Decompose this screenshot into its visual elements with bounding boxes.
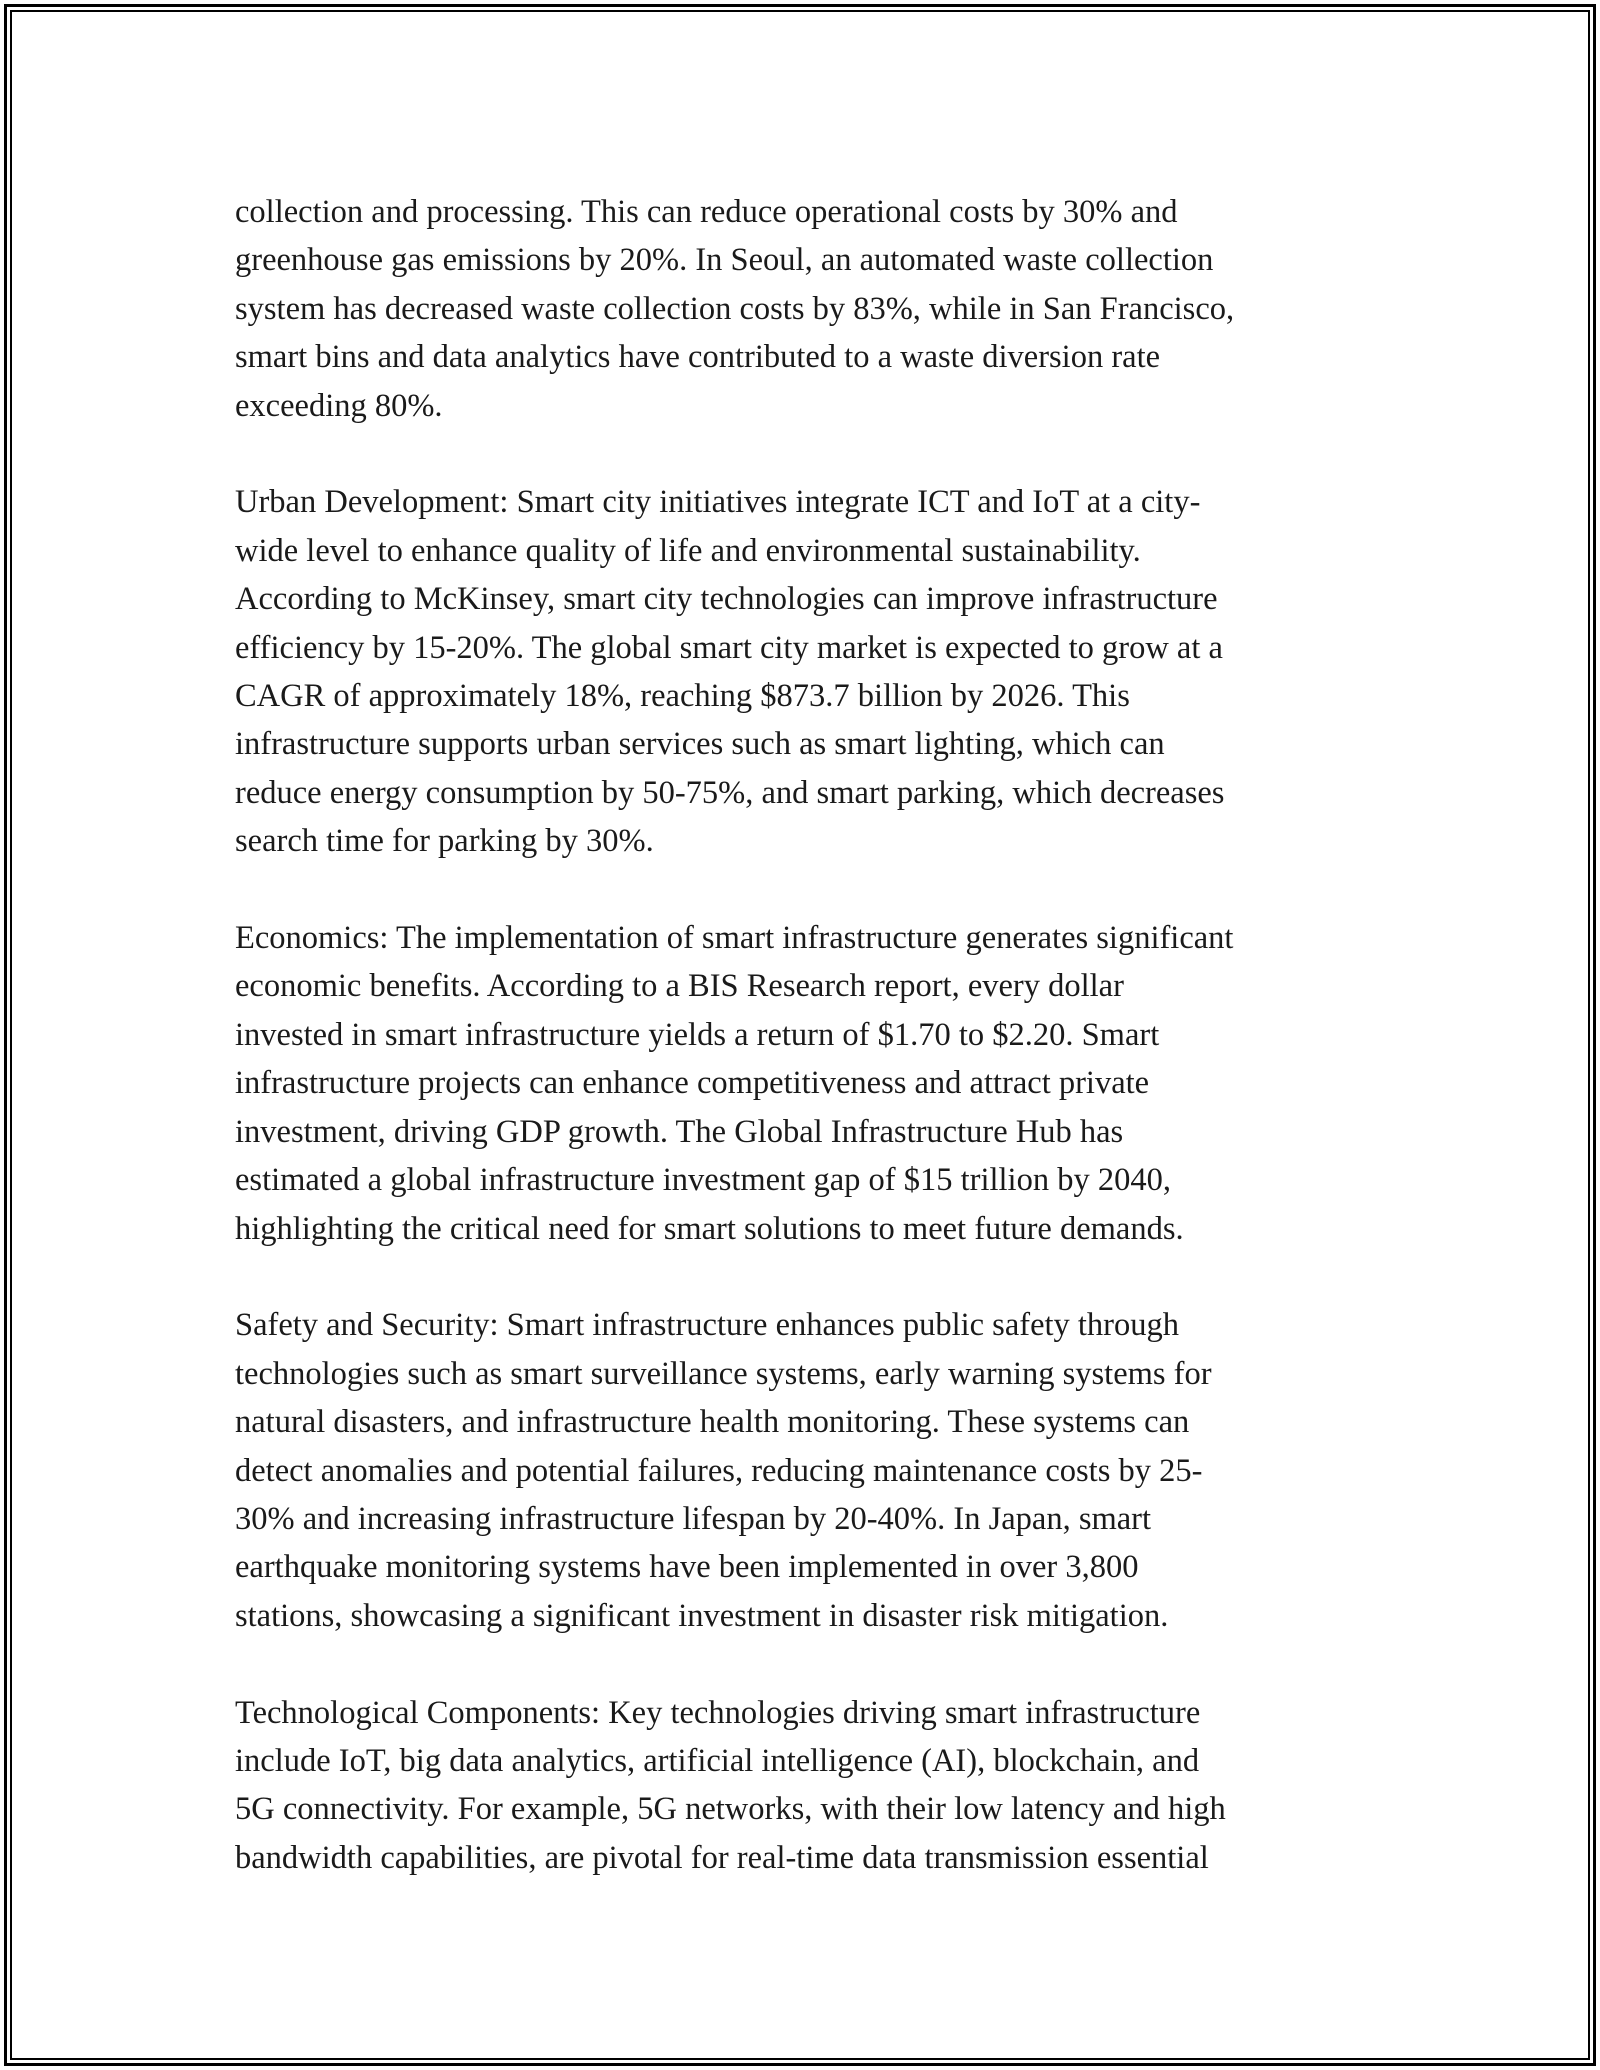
text-line: system has decreased waste collection costs by 83%, while in San Francisco,	[235, 290, 1235, 327]
text-line: collection and processing. This can reduce operational costs by 30% and	[235, 194, 1178, 230]
text-line: greenhouse gas emissions by 20%. In Seoul, an automated waste collection	[235, 242, 1214, 279]
text-line: Economics: The implementation of smart infrastructure generates significant	[235, 920, 1234, 957]
text-line: economic benefits. According to a BIS Research report, every dollar	[235, 968, 1124, 1005]
text-line: 5G connectivity. For example, 5G networks, with their low latency and high	[235, 1791, 1226, 1828]
paragraph-urban-development	[235, 478, 1375, 865]
paragraph-technological-components	[235, 1689, 1375, 1883]
text-line: bandwidth capabilities, are pivotal for real-time data transmission essential	[235, 1839, 1209, 1876]
text-line: smart bins and data analytics have contributed to a waste diversion rate	[235, 339, 1161, 376]
text-line: 30% and increasing infrastructure lifespan by 20-40%. In Japan, smart	[235, 1500, 1152, 1537]
paragraph-safety-security	[235, 1301, 1375, 1640]
text-line: earthquake monitoring systems have been implemented in over 3,800	[235, 1549, 1139, 1586]
text-line: Safety and Security: Smart infrastructure enhances public safety through	[235, 1307, 1180, 1344]
paragraph-waste-management	[235, 188, 1375, 430]
text-line: infrastructure supports urban services such as smart lighting, which can	[235, 726, 1165, 763]
text-line: include IoT, big data analytics, artificial intelligence (AI), blockchain, and	[235, 1742, 1200, 1779]
text-line: According to McKinsey, smart city technologies can improve infrastructure	[235, 581, 1218, 618]
text-line: technologies such as smart surveillance systems, early warning systems for	[235, 1355, 1212, 1392]
text-line: detect anomalies and potential failures, reducing maintenance costs by 25-	[235, 1452, 1203, 1489]
text-line: Technological Components: Key technologies driving smart infrastructure	[235, 1694, 1201, 1731]
text-line: CAGR of approximately 18%, reaching $873.7 billion by 2026. This	[235, 678, 1130, 715]
text-line: search time for parking by 30%.	[235, 823, 654, 860]
paragraph-economics	[235, 914, 1375, 1253]
document-body	[235, 188, 1375, 1931]
text-line: investment, driving GDP growth. The Global Infrastructure Hub has	[235, 1113, 1124, 1150]
text-line: estimated a global infrastructure investment gap of $15 trillion by 2040,	[235, 1162, 1171, 1199]
text-line: natural disasters, and infrastructure health monitoring. These systems can	[235, 1404, 1190, 1441]
text-line: invested in smart infrastructure yields a return of $1.70 to $2.20. Smart	[235, 1016, 1160, 1053]
text-line: infrastructure projects can enhance competitiveness and attract private	[235, 1065, 1150, 1102]
text-line: Urban Development: Smart city initiatives integrate ICT and IoT at a city-	[235, 484, 1201, 521]
text-line: highlighting the critical need for smart solutions to meet future demands.	[235, 1210, 1184, 1247]
text-line: reduce energy consumption by 50-75%, and smart parking, which decreases	[235, 774, 1225, 811]
text-line: stations, showcasing a significant investment in disaster risk mitigation.	[235, 1597, 1169, 1634]
text-line: wide level to enhance quality of life and environmental sustainability.	[235, 532, 1141, 569]
text-line: exceeding 80%.	[235, 387, 443, 424]
text-line: efficiency by 15-20%. The global smart city market is expected to grow at a	[235, 629, 1223, 666]
